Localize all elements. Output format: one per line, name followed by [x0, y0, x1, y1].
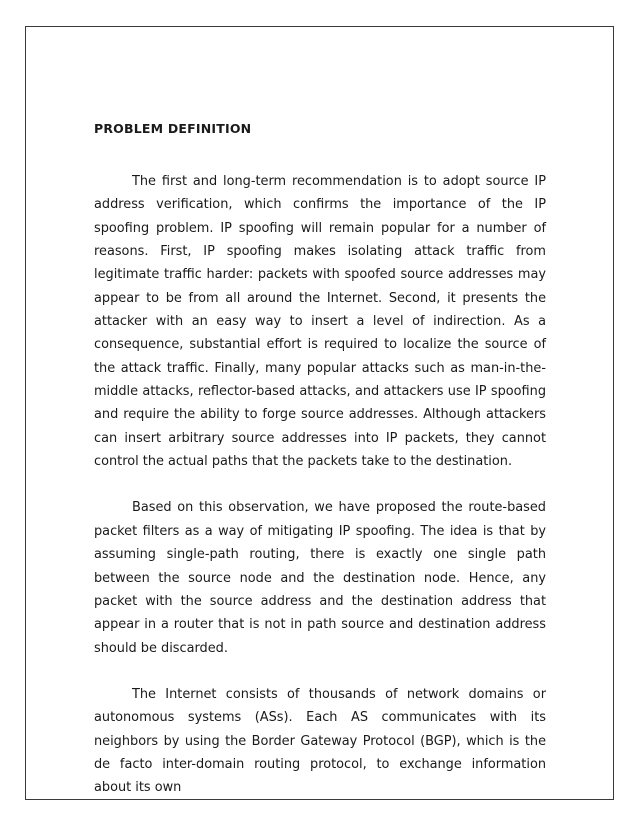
- document-body: [94, 120, 546, 800]
- paragraph-2: Based on this observation, we have proposed the route-based packet filters as a way of mitigating IP spoofing. The idea is that by assuming single-path routing, there is exactly one single path between the source node and the destination node. Hence, any packet with the source address and the destination address that appear in a router that is not in path source and destination address should be discarded.: [94, 500, 546, 656]
- paragraph-3: The Internet consists of thousands of network domains or autonomous systems (ASs). Each AS communicates with its neighbors by using the Border Gateway Protocol (BGP), which is the de facto inter-domain routing protocol, to exchange information about its own: [94, 686, 546, 796]
- section-heading: PROBLEM DEFINITION: [94, 121, 252, 136]
- paragraph-1: The first and long-term recommendation is to adopt source IP address verification, which confirms the importance of the IP spoofing problem. IP spoofing will remain popular for a number of reasons. First, IP spoofing makes isolating attack traffic from legitimate traffic harder: packets with spoofed source addresses may appear to be from all around the Internet. Second, it presents the attacker with an easy way to insert a level of indirection. As a consequence, substantial effort is required to localize the source of the attack traffic. Finally, many popular attacks such as man-in-the-middle attacks, reflector-based attacks, and attackers use IP spoofing and require the ability to forge source addresses. Although attackers can insert arbitrary source addresses into IP packets, they cannot control the actual paths that the packets take to the destination.: [94, 174, 546, 470]
